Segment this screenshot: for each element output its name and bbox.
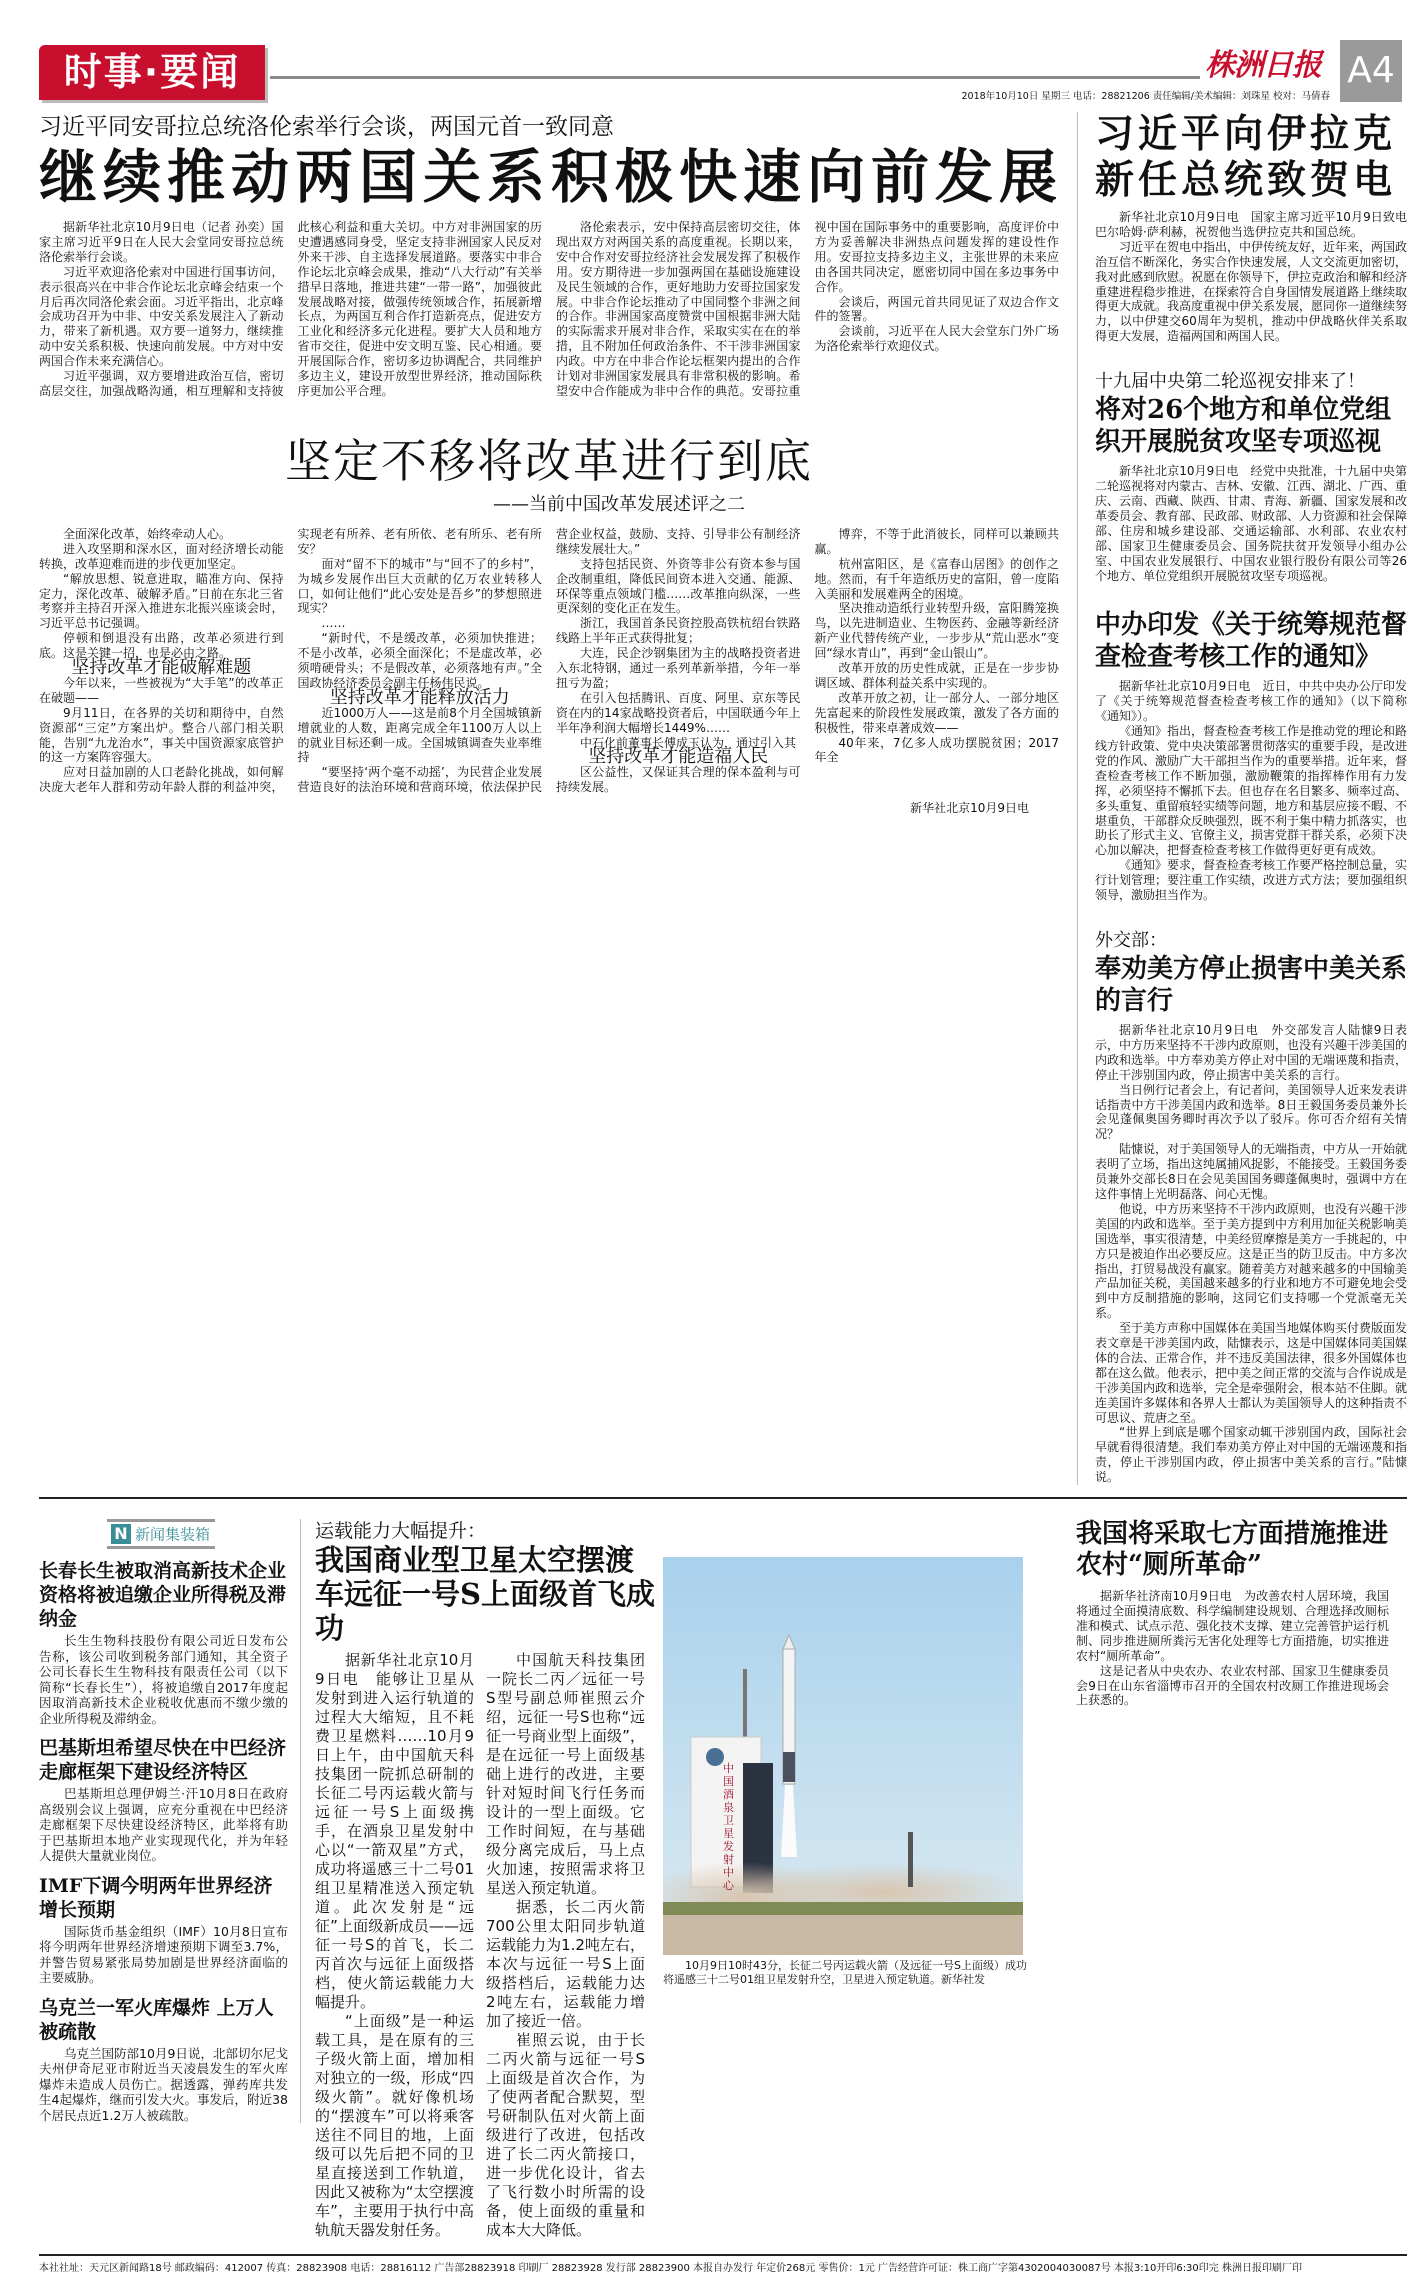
mfa-headline: 奉劝美方停止损害中美关系的言行 bbox=[1095, 954, 1408, 1016]
paragraph: 杭州富阳区，是《富春山居图》的创作之地。然而，有千年造纸历史的富阳，曾一度陷入美丽和发展难两全的困境。 bbox=[814, 556, 1059, 601]
page-content bbox=[39, 112, 1407, 2286]
section-subheading: 坚持改革才能造福人民 bbox=[588, 746, 769, 768]
paragraph: 《通知》指出，督查检查考核工作是推动党的理论和路线方针政策、党中央决策部署贯彻落实的重要手段，是改进党的作风、激励广大干部担当作为的重要举措。近年来，督查检查考核工作不断加强，激励鞭策的指挥棒作用有力发挥，必须坚持不懈抓下去。但也存在名目繁多、频率过高、多头重复、重留痕轻实绩等问题，地方和基层应接不暇、不堪重负，干部群众反映强烈，既不利于集中精力抓落实，也助长了形式主义、官僚主义，损害党群干群关系，必须下决心加以解决，把督查检查考核工作做得更好更有成效。 bbox=[1095, 724, 1408, 858]
paragraph: 面对“留不下的城市”与“回不了的乡村”，为城乡发展作出巨大贡献的亿万农业转移人口，如何让他们“此心安处是吾乡”的梦想照进现实？ bbox=[297, 556, 542, 616]
brief-text: 长生生物科技股份有限公司近日发布公告称，该公司收到税务部门通知，其全资子公司长春长生生物科技有限责任公司（以下简称“长春长生”），将被追缴自2017年度起因取消高新技术企业税收优惠而不缴少缴的企业所得税及滞纳金。 bbox=[39, 1633, 288, 1726]
paragraph: 新华社北京10月9日电 经党中央批准，十九届中央第二轮巡视将对内蒙古、吉林、安徽、江西、湖北、广西、重庆、云南、西藏、陕西、甘肃、青海、新疆、国家发展和改革委员会、教育部、民政部、财政部、人力资源和社会保障部、住房和城乡建设部、交通运输部、水利部、农业农村部、国家卫生健康委员会、国务院扶贫开发领导小组办公室、中国农业发展银行、中国农业银行股份有限公司等26个地方、单位党组织开展脱贫攻坚专项巡视。 bbox=[1095, 464, 1408, 583]
paragraph: 中国航天科技集团一院长二丙／远征一号S型号副总师崔照云介绍，远征一号S也称“远征一号商业型上面级”，是在远征一号上面级基础上进行的改进，主要针对短时间飞行任务而设计的一型上面级。它工作时间短，在与基础级分离完成后，马上点火加速，按照需求将卫星送入预定轨道。 bbox=[486, 1651, 645, 1898]
lead-body bbox=[39, 220, 1059, 399]
brief-item bbox=[39, 1874, 288, 1986]
paragraph: 40年来，7亿多人成功摆脱贫困；2017年全 bbox=[814, 735, 1059, 765]
paragraph: 支持包括民资、外资等非公有资本参与国企改制重组，降低民间资本进入交通、能源、环保等重点领域门槛……改革推向纵深，一些更深刻的变化正在发生。 bbox=[556, 556, 801, 616]
paragraph: 大连，民企沙钢集团为主的战略投资者进入东北特钢，通过一系列革新举措，今年一举扭亏为盈； bbox=[556, 646, 801, 690]
brief-text: 乌克兰国防部10月9日说，北部切尔尼戈夫州伊奇尼亚市附近当天凌晨发生的军火库爆炸未造成人员伤亡。据透露，弹药库共发生4起爆炸，继而引发大火。事发后，附近38个居民点近1.2万人被疏散。 bbox=[39, 2045, 288, 2123]
paragraph: 习近平在贺电中指出，中伊传统友好，近年来，两国政治互信不断深化，务实合作快速发展，人文交流更加密切，我对此感到欣慰。祝愿在你领导下，伊拉克政治和解和经济重建进程稳步推进，在探索符合自身国情发展道路上继续取得更大成就。我高度重视中伊关系发展，愿同你一道继续努力，以中伊建交60周年为契机，推动中伊战略伙伴关系取得更大发展，造福两国和两国人民。 bbox=[1095, 239, 1408, 344]
paragraph: 应对日益加剧的人口老龄化挑战，如何解决庞大老年人群和劳动年龄人群的利益冲突，实现老有所养、老有所依、老有所乐、老有所安？ bbox=[39, 526, 542, 795]
paragraph: …… bbox=[321, 616, 346, 631]
paragraph: 据新华社济南10月9日电 为改善农村人居环境，我国将通过全面摸清底数、科学编制建设规划、合理选择改厕标准和模式、试点示范、强化技术支撑、建立完善管护运行机制、同步推进厕所粪污无害化处理等七方面措施，切实推进农村“厕所革命”。 bbox=[1076, 1589, 1389, 1663]
rocket-launch-photo bbox=[663, 1557, 1023, 1955]
paragraph: 当日例行记者会上，有记者问，美国领导人近来发表讲话指责中方干涉美国内政和选举。8日王毅国务委员兼外长会见蓬佩奥国务卿时再次予以了驳斥。你可否介绍有关情况？ bbox=[1095, 1082, 1408, 1142]
brief-title: IMF下调今明两年世界经济增长预期 bbox=[39, 1874, 273, 1921]
brief-item bbox=[39, 1559, 288, 1726]
news-badge-label: 新闻集装箱 bbox=[135, 1525, 211, 1544]
brief-text: 巴基斯坦总理伊姆兰·汗10月8日在政府高级别会议上强调，应充分重视在中巴经济走廊框架下尽快建设经济特区，此举将有助于巴基斯坦本地产业实现现代化，并为年轻人提供大量就业岗位。 bbox=[39, 1786, 288, 1864]
main-column bbox=[39, 112, 1064, 816]
paragraph: 改革开放之初，让一部分人、一部分地区先富起来的阶段性发展政策，激发了各方面的积极性，带来卓著成效—— bbox=[814, 690, 1059, 735]
paragraph: “解放思想、锐意进取，瞄准方向、保持定力，深化改革、破解矛盾。”日前在东北三省考察并主持召开深入推进东北振兴座谈会时，习近平总书记强调。 bbox=[39, 571, 284, 631]
inspection-headline: 将对26个地方和单位党组织开展脱贫攻坚专项巡视 bbox=[1095, 395, 1392, 458]
reform-headline: 坚定不移将改革进行到底 bbox=[285, 433, 813, 488]
section-subheading: 坚持改革才能破解难题 bbox=[71, 657, 252, 679]
footer-info: 本社社址：天元区新闻路18号 邮政编码：412007 传真：28823908 电话：28816112 广告部28823918 印刷厂 28823928 发行部 28823900 本报自办发行 年定价268元 零售价：1元 广告经营许可证：株工商广字第4302004030087号 本报3:10开印6:30印完 株洲日报印刷厂印 bbox=[39, 2263, 1302, 2275]
brief-title: 长春长生被取消高新技术企业资格将被追缴企业所得税及滞纳金 bbox=[39, 1560, 287, 1631]
toilet-headline: 我国将采取七方面措施推进农村“厕所革命” bbox=[1076, 1519, 1389, 1581]
paragraph: 据新华社北京10月9日电 能够让卫星从发射到进入运行轨道的过程大大缩短，且不耗费卫星燃料……10月9日上午，由中国航天科技集团一院抓总研制的长征二号丙运载火箭与远征一号S上面级携手，在酒泉卫星发射中心以“一箭双星”方式，成功将遥感三十二号01组卫星精准送入预定轨道。此次发射是“远征”上面级新成员——远征一号S的首飞，长二丙首次与远征上面级搭档，使火箭运载能力大幅提升。 bbox=[315, 1651, 474, 2012]
photo-sign-text: 中国酒泉卫星发射中心 bbox=[723, 1762, 734, 1893]
paragraph: 在引入包括腾讯、百度、阿里、京东等民资在内的14家战略投资者后，中国联通今年上半年净利润大幅增长1449%…… bbox=[556, 690, 801, 735]
paragraph: 会谈后，两国元首共同见证了双边合作文件的签署。 bbox=[814, 294, 1059, 324]
toilet-body bbox=[1076, 1589, 1389, 1708]
news-badge-letter: N bbox=[111, 1524, 131, 1544]
paragraph: 进入攻坚期和深水区，面对经济增长动能转换，改革迎难而进的步伐更加坚定。 bbox=[39, 541, 284, 571]
notice-headline: 中办印发《关于统筹规范督查检查考核工作的通知》 bbox=[1095, 610, 1408, 673]
photo-caption: 10月9日10时43分，长征二号丙运载火箭（及远征一号S上面级）成功将遥感三十二号01组卫星发射升空，卫星进入预定轨道。新华社发 bbox=[663, 1959, 1027, 1987]
paragraph: 据新华社北京10月9日电 外交部发言人陆慷9日表示，中方历来坚持不干涉内政原则，也没有兴趣干涉美国的内政和选举。中方奉劝美方停止对中国的无端诬蔑和指责，停止干涉别国内政，停止损害中美关系的言行。 bbox=[1095, 1023, 1408, 1082]
paragraph: 近1000万人——这是前8个月全国城镇新增就业的人数，距离完成全年1100万人以上的就业目标还剩一成。全国城镇调查失业率维持 bbox=[297, 705, 542, 765]
paragraph: 博弈，不等于此消彼长，同样可以兼顾共赢。 bbox=[814, 526, 1059, 556]
right-column bbox=[1077, 112, 1407, 1485]
paragraph: 至于美方声称中国媒体在美国当地媒体购买付费版面发表文章是干涉美国内政，陆慷表示，这是中国媒体同美国媒体的合法、正常合作，并不违反美国法律，很多外国媒体也都在这么做。他表示，把中美之间正常的交流与合作说成是干涉美国内政和选举，完全是牵强附会，根本站不住脚。就连美国许多媒体和各界人士都认为美国领导人的这种指责不可思议、荒唐之至。 bbox=[1095, 1321, 1408, 1425]
paragraph: 习近平强调，双方要增进政治互信，密切高层交往，加强战略沟通，相互理解和支持彼此核心利益和重大关切。中方对非洲国家的历史遭遇感同身受，坚定支持非洲国家人民反对外来干涉、自主选择发展道路。要落实中非合作论坛北京峰会成果，推动“八大行动”有关举措早日落地，推进共建“一带一路”，加强彼此发展战略对接，做强传统领域合作，拓展新增长点，为两国互利合作打造新亮点，促进安方工业化和经济多元化进程。要扩大人员和地方省市交往，促进中安文明互鉴、民心相通。要开展国际合作，密切多边协调配合，共同维护多边主义，建设开放型世界经济，推动国际秩序更加公平合理。 bbox=[39, 220, 542, 398]
mfa-kicker: 外交部： bbox=[1095, 930, 1167, 951]
satellite-content bbox=[315, 1651, 1039, 2240]
notice-body bbox=[1095, 679, 1407, 903]
reform-credit: 新华社北京10月9日电 bbox=[910, 801, 1029, 816]
paragraph: 据新华社北京10月9日电（记者 孙奕）国家主席习近平9日在人民大会堂同安哥拉总统洛伦索举行会谈。 bbox=[39, 220, 284, 264]
section-divider bbox=[39, 1497, 1407, 1499]
paragraph: 新华社北京10月9日电 国家主席习近平10月9日致电巴尔哈姆·萨利赫，祝贺他当选伊拉克共和国总统。 bbox=[1095, 210, 1407, 239]
footer-divider bbox=[39, 2254, 1407, 2256]
paragraph: 改革开放的历史性成就，正是在一步步协调区域、群体利益关系中实现的。 bbox=[814, 661, 1059, 690]
iraq-headline: 习近平向伊拉克新任总统致贺电 bbox=[1095, 112, 1397, 203]
paragraph: 中石化前董事长傅成玉认为，通过引入其 bbox=[580, 735, 797, 750]
paragraph: 浙江，我国首条民资控股高铁杭绍台铁路线路上半年正式获得批复； bbox=[556, 616, 801, 646]
brief-title: 巴基斯坦希望尽快在中巴经济走廊框架下建设经济特区 bbox=[39, 1737, 287, 1784]
paragraph: 坚决推动造纸行业转型升级，富阳腾笼换鸟，以先进制造业、生物医药、金融等新经济新产业代替传统产业，一步步从“荒山恶水”变回“绿水青山”，再到“金山银山”。 bbox=[814, 601, 1059, 661]
paragraph: “世界上到底是哪个国家动辄干涉别国内政，国际社会早就看得很清楚。我们奉劝美方停止对中国的无端诬蔑和指责，停止干涉别国内政，停止损害中美关系的言行。”陆慷说。 bbox=[1095, 1425, 1408, 1485]
briefs-list bbox=[39, 1519, 301, 2123]
newspaper-logo: 株洲日报 bbox=[1205, 48, 1321, 83]
bottom-section bbox=[39, 1519, 1407, 2240]
paragraph: 9月11日，在各界的关切和期待中，自然资源部“三定”方案出炉。整合八部门相关职能，告别“九龙治水”，事关中国资源家底管护的这一方案阵容强大。 bbox=[39, 705, 284, 765]
iraq-body bbox=[1095, 210, 1407, 344]
mfa-article bbox=[1095, 929, 1407, 1485]
paragraph: “新时代，不是缓改革，必须加快推进；不是小改革，必须全面深化；不是虚改革，必须啃硬骨头；不是假改革，必须落地有声。”全国政协经济委员会副主任杨伟民说。 bbox=[297, 631, 542, 690]
paragraph: 崔照云说，由于长二丙火箭与远征一号S上面级是首次合作，为了使两者配合默契，型号研制队伍对火箭上面级进行了改进，包括改进了长二丙火箭接口，进一步优化设计，省去了飞行数小时所需的设备，使上面级的重量和成本大大降低。 bbox=[486, 2031, 645, 2240]
lead-kicker: 习近平同安哥拉总统洛伦索举行会谈，两国元首一致同意 bbox=[39, 114, 614, 140]
brief-item bbox=[39, 1996, 288, 2124]
toilet-article bbox=[1059, 1519, 1389, 1708]
paragraph: 习近平欢迎洛伦索对中国进行国事访问，表示很高兴在中非合作论坛北京峰会结束一个月后再次同洛伦索会面。习近平指出，北京峰会成功召开为中非、中安关系发展注入了新动力，带来了新机遇。双方要一道努力，继续推动中安关系积极、快速向前发展。中方对中安两国合作未来充满信心。 bbox=[39, 264, 284, 369]
paragraph: 今年以来，一些被视为“大手笔”的改革正在破题—— bbox=[39, 675, 284, 705]
rocket-launch-image bbox=[663, 1557, 1023, 1955]
paragraph: 这是记者从中央农办、农业农村部、国家卫生健康委员会9日在山东省淄博市召开的全国农村改厕工作推进现场会上获悉的。 bbox=[1076, 1663, 1389, 1708]
section-title: 时事·要闻 bbox=[39, 45, 265, 100]
inspection-kicker: 十九届中央第二轮巡视安排来了！ bbox=[1095, 371, 1365, 393]
inspection-body bbox=[1095, 464, 1407, 583]
notice-article bbox=[1095, 609, 1407, 903]
paragraph: “上面级”是一种运载工具，是在原有的三子级火箭上面，增加相对独立的一级，形成“四级火箭”。就好像机场的“摆渡车”可以将乘客送往不同目的地，上面级可以先后把不同的卫星直接送到工作轨道，因此又被称为“太空摆渡车”，主要用于执行中高轨航天器发射任务。 bbox=[315, 2012, 474, 2240]
paragraph: “要坚持‘两个毫不动摇’，为民营企业发展营造良好的法治环境和营商环境，依法保护民营企业权益，鼓励、支持、引导非公有制经济继续发展壮大。” bbox=[297, 526, 801, 795]
brief-text: 国际货币基金组织（IMF）10月8日宣布将今明两年世界经济增速预期下调至3.7%，并警告贸易紧张局势加剧是世界经济面临的主要威胁。 bbox=[39, 1923, 288, 1986]
reform-subtitle: ——当前中国改革发展述评之二 bbox=[493, 493, 745, 515]
header-divider bbox=[270, 76, 1200, 79]
paragraph: 据悉，长二丙火箭700公里太阳同步轨道运载能力为1.2吨左右，本次与远征一号S上面级搭档后，运载能力达2吨左右，运载能力增加了接近一倍。 bbox=[486, 1898, 645, 2031]
iraq-article bbox=[1095, 112, 1407, 344]
dateline: 2018年10月10日 星期三 电话：28821206 责任编辑/美术编辑：刘珠星 校对：马倩春 bbox=[961, 91, 1330, 102]
satellite-kicker: 运载能力大幅提升： bbox=[315, 1520, 487, 1543]
brief-item bbox=[39, 1736, 288, 1864]
satellite-headline: 我国商业型卫星太空摆渡车远征一号S上面级首飞成功 bbox=[315, 1543, 655, 1646]
reform-body bbox=[39, 527, 1059, 795]
satellite-article bbox=[315, 1519, 1039, 2240]
top-section bbox=[39, 112, 1407, 1485]
paragraph: 《通知》要求，督查检查考核工作要严格控制总量，实行计划管理；要注重工作实绩，改进方式方法；要加强组织领导，激励担当作为。 bbox=[1095, 858, 1408, 903]
news-briefs-badge bbox=[107, 1519, 215, 1549]
lead-headline: 继续推动两国关系积极快速向前发展 bbox=[39, 143, 1064, 211]
brief-title: 乌克兰一军火库爆炸 上万人被疏散 bbox=[39, 1996, 274, 2043]
photo-block bbox=[663, 1557, 1029, 1987]
paragraph: 全面深化改革，始终牵动人心。 bbox=[63, 526, 232, 541]
page-number: A4 bbox=[1340, 40, 1402, 102]
paragraph: 他说，中方历来坚持不干涉内政原则，也没有兴趣干涉美国的内政和选举。至于美方提到中方利用加征关税影响美国选举，事实很清楚，中美经贸摩擦是美方一手挑起的，中方只是被迫作出必要反应。这是正当的防卫反击。中方多次指出，打贸易战没有赢家。随着美方对越来越多的中国输美产品加征关税，美国越来越多的行业和地方不可避免地会受到中方反制措施的影响，这同它们支持哪一个党派毫无关系。 bbox=[1095, 1201, 1408, 1321]
paragraph: 洛伦索表示，安中保持高层密切交往，体现出双方对两国关系的高度重视。长期以来，安中合作对安哥拉经济社会发展发挥了积极作用。安方期待进一步加强两国在基础设施建设及民生领域的合作，更好地助力安哥拉国家发展。中非合作论坛推动了中国同整个非洲之间的合作。非洲国家高度赞赏中国根据非洲大陆的实际需求开展对非合作，采取实实在在的举措，且不附加任何政治条件、不干涉非洲国家内政。中方在中非合作论坛框架内提出的合作计划对非洲国家发展具有非常积极的影响。希望安中合作能成为非中合作的典范。安哥拉重视中国在国际事务中的重要影响，高度评价中方为妥善解决非洲热点问题发挥的建设性作用。安哥拉支持多边主义，主张世界的未来应由各国共同决定，愿密切同中国在多边事务中合作。 bbox=[556, 220, 1059, 398]
paragraph: 会谈前，习近平在人民大会堂东门外广场为洛伦索举行欢迎仪式。 bbox=[814, 324, 1059, 354]
satellite-body bbox=[315, 1651, 645, 2240]
paragraph: 陆慷说，对于美国领导人的无端指责，中方从一开始就表明了立场，指出这纯属捕风捉影，不能接受。王毅国务委员兼外交部长8日在会见美国国务卿蓬佩奥时，强调中方在这件事情上光明磊落、问心无愧。 bbox=[1095, 1142, 1408, 1201]
section-subheading: 坚持改革才能释放活力 bbox=[329, 686, 510, 708]
paragraph: 据新华社北京10月9日电 近日，中共中央办公厅印发了《关于统筹规范督查检查考核工作的通知》（以下简称《通知》）。 bbox=[1095, 679, 1407, 724]
mfa-body bbox=[1095, 1023, 1407, 1485]
paragraph: 区公益性，又保证其合理的保本盈利与可持续发展。 bbox=[556, 765, 801, 795]
paragraph: 停顿和倒退没有出路，改革必须进行到底。这是关键一招，也是必由之路。 bbox=[39, 631, 284, 661]
inspection-article bbox=[1095, 370, 1407, 583]
